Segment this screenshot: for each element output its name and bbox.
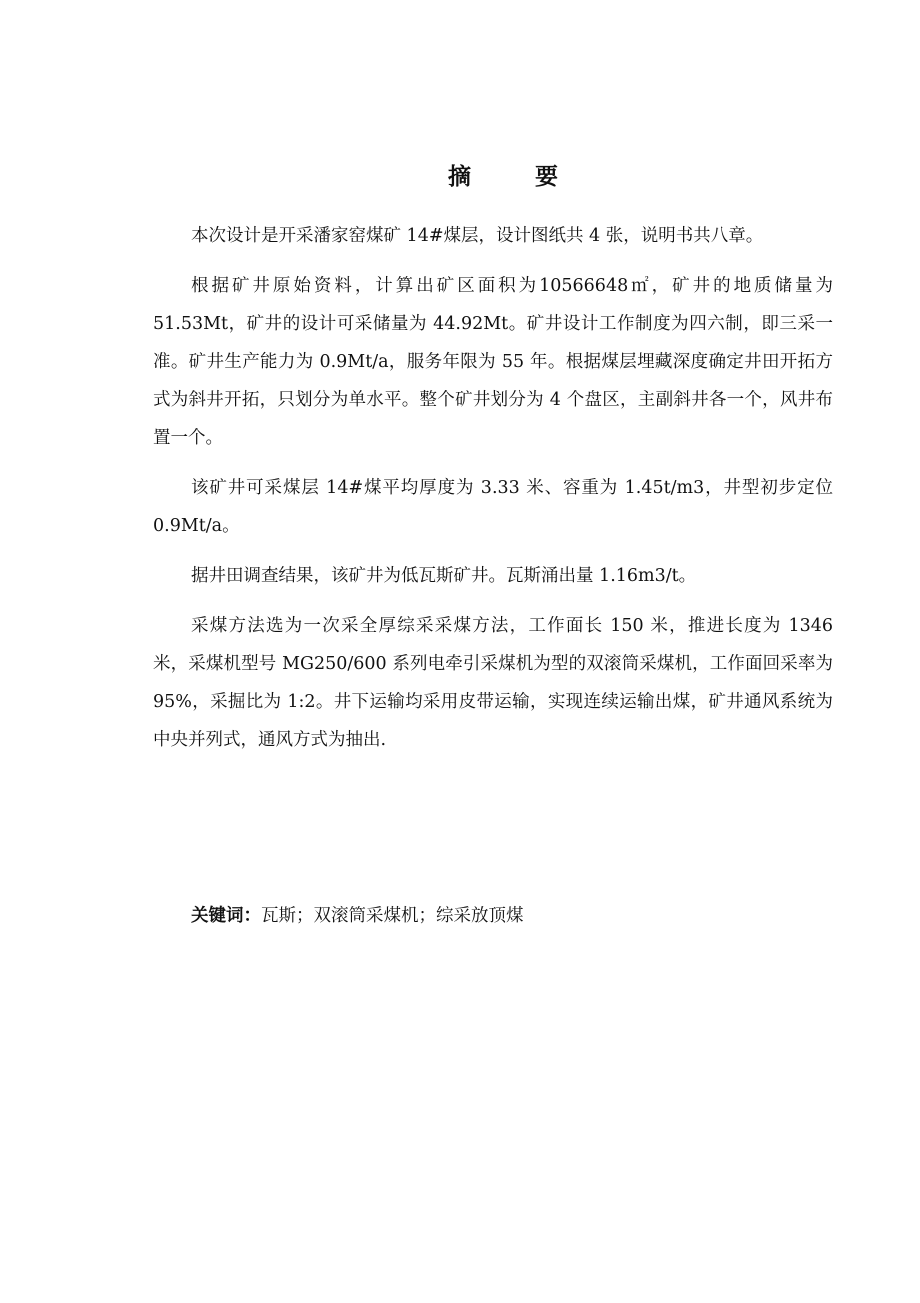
paragraph-4: 据井田调查结果，该矿井为低瓦斯矿井。瓦斯涌出量 1.16m3/t。 [191, 566, 697, 586]
keywords-text: 瓦斯；双滚筒采煤机；综采放顶煤 [261, 906, 524, 926]
keywords-label: 关键词： [191, 906, 261, 926]
paragraph-2: 根据矿井原始资料，计算出矿区面积为10566648㎡，矿井的地质储量为51.53Mt，矿井的设计可采储量为 44.92Mt。矿井设计工作制度为四六制，即三采一准。矿井生产能力为 0.9Mt/a，服务年限为 55 年。根据煤层埋藏深度确定井田开拓方式为斜井开拓，只划分为单水平。整个矿井划分为 4 个盘区，主副斜井各一个，风井布置一个。 [153, 276, 833, 448]
abstract-body [153, 217, 833, 771]
paragraph-1: 本次设计是开采潘家窑煤矿 14#煤层，设计图纸共 4 张，说明书共八章。 [191, 226, 764, 246]
paragraph-5: 采煤方法选为一次采全厚综采采煤方法，工作面长 150 米，推进长度为 1346 米，采煤机型号 MG250/600 系列电牵引采煤机为型的双滚筒采煤机，工作面回采率为 95%，采掘比为 1:2。井下运输均采用皮带运输，实现连续运输出煤，矿井通风系统为中央并列式，通风方式为抽出. [153, 616, 833, 750]
paragraph-3: 该矿井可采煤层 14#煤平均厚度为 3.33 米、容重为 1.45t/m3，井型初步定位 0.9Mt/a。 [153, 478, 833, 536]
keywords-line [191, 901, 524, 931]
abstract-title: 摘 要 [447, 164, 586, 190]
